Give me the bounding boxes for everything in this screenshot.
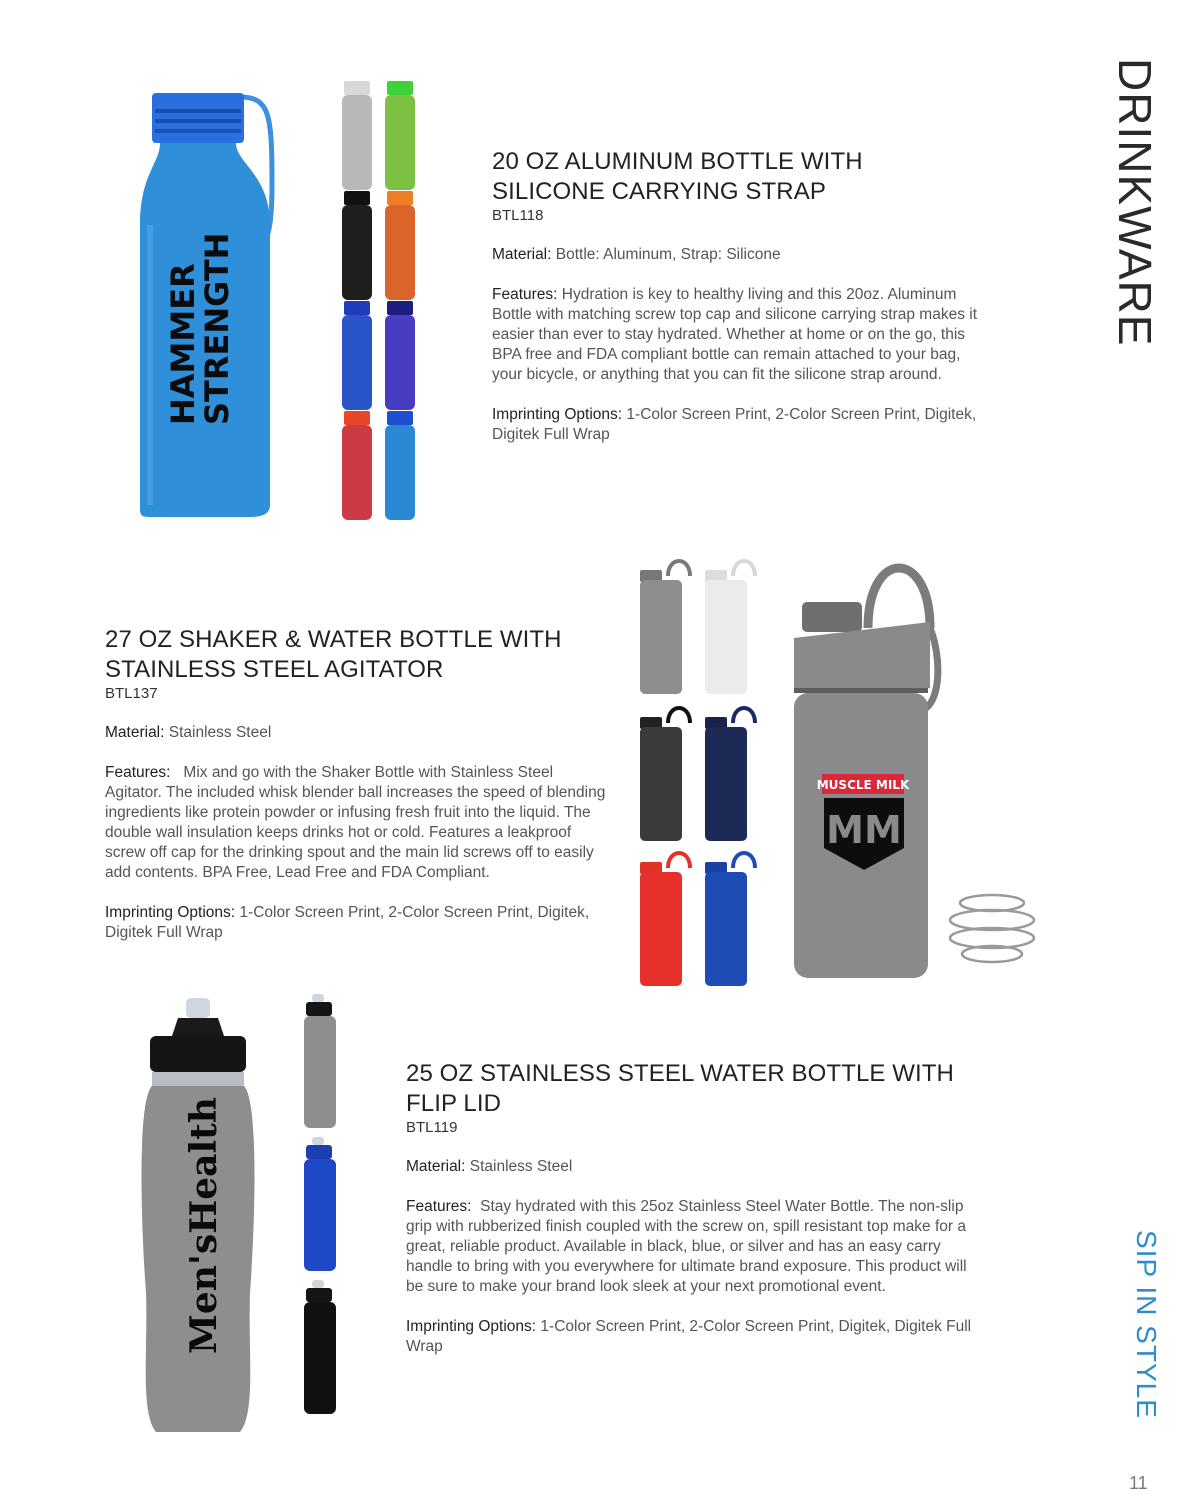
product-features: Features: Stay hydrated with this 25oz Stainless Steel Water Bottle. The non-slip grip with rubberized finish coupled with the screw on, spill resistant top make for a great, reliable product. Available in black, blue, or silver and has an easy carry handle to bring with you everywhere for ultimate brand exposure. This product will be sure to make your brand look sleek at your next promotional event.: [406, 1198, 967, 1295]
product-imprinting: Imprinting Options: 1-Color Screen Print, 2-Color Screen Print, Digitek, Digitek Full Wrap: [105, 904, 590, 941]
product-image-btl118: [130, 75, 430, 525]
svg-text:HAMMER: HAMMER: [164, 263, 202, 425]
page-number: 11: [1129, 1473, 1148, 1493]
product-features: Features: Hydration is key to healthy living and this 20oz. Aluminum Bottle with matching screw top cap and silicone carrying strap makes it easier than ever to stay hydrated. Whether at home or on the go, this BPA free and FDA compliant bottle can remain attached to your bag, your bicycle, or anything that you can fit the silicone strap around.: [492, 286, 978, 383]
product-info-btl137: [105, 625, 610, 963]
product-material: Material: Stainless Steel: [105, 724, 272, 741]
section-title: DRINKWARE: [1109, 58, 1161, 347]
shaker-bottle-illustration: [630, 548, 1050, 988]
aluminum-bottle-illustration: [130, 75, 430, 525]
product-title: 20 OZ ALUMINUM BOTTLE WITH SILICONE CARRYING STRAP: [492, 148, 863, 205]
product-material: Material: Bottle: Aluminum, Strap: Silicone: [492, 246, 781, 263]
product-sku: BTL118: [492, 207, 544, 224]
product-title: 25 OZ STAINLESS STEEL WATER BOTTLE WITH FLIP LID: [406, 1060, 954, 1117]
section-subtitle: SIP IN STYLE: [1131, 1230, 1162, 1419]
svg-text:MUSCLE MILK: MUSCLE MILK: [816, 778, 910, 792]
product-imprinting: Imprinting Options: 1-Color Screen Print, 2-Color Screen Print, Digitek, Digitek Full Wrap: [406, 1318, 972, 1355]
product-title: 27 OZ SHAKER & WATER BOTTLE WITH STAINLESS STEEL AGITATOR: [105, 626, 562, 683]
product-material: Material: Stainless Steel: [406, 1158, 573, 1175]
color-variants: [342, 81, 415, 520]
color-variants: [304, 994, 336, 1414]
svg-text:STRENGTH: STRENGTH: [198, 232, 236, 425]
product-sku: BTL119: [406, 1119, 458, 1136]
svg-text:Men'sHealth: Men'sHealth: [183, 1097, 225, 1354]
svg-text:MM: MM: [826, 808, 902, 852]
color-variants: [640, 561, 755, 986]
product-imprinting: Imprinting Options: 1-Color Screen Print, 2-Color Screen Print, Digitek, Digitek Full Wrap: [492, 406, 977, 443]
product-image-btl119: [130, 992, 360, 1442]
product-info-btl118: [492, 147, 992, 465]
product-sku: BTL137: [105, 685, 158, 702]
flip-lid-bottle-illustration: [130, 992, 360, 1442]
product-features: Features: Mix and go with the Shaker Bottle with Stainless Steel Agitator. The included whisk blender ball increases the speed of blending ingredients like protein powder or infusing fresh fruit into the liquid. The double wall insulation keeps drinks hot or cold. Features a leakproof screw off cap for the drinking spout and the main lid screws off to easily add contents. BPA Free, Lead Free and FDA Compliant.: [105, 764, 606, 881]
whisk-ball: [950, 895, 1034, 962]
product-info-btl119: [406, 1059, 986, 1377]
product-image-btl137: [630, 548, 1050, 988]
